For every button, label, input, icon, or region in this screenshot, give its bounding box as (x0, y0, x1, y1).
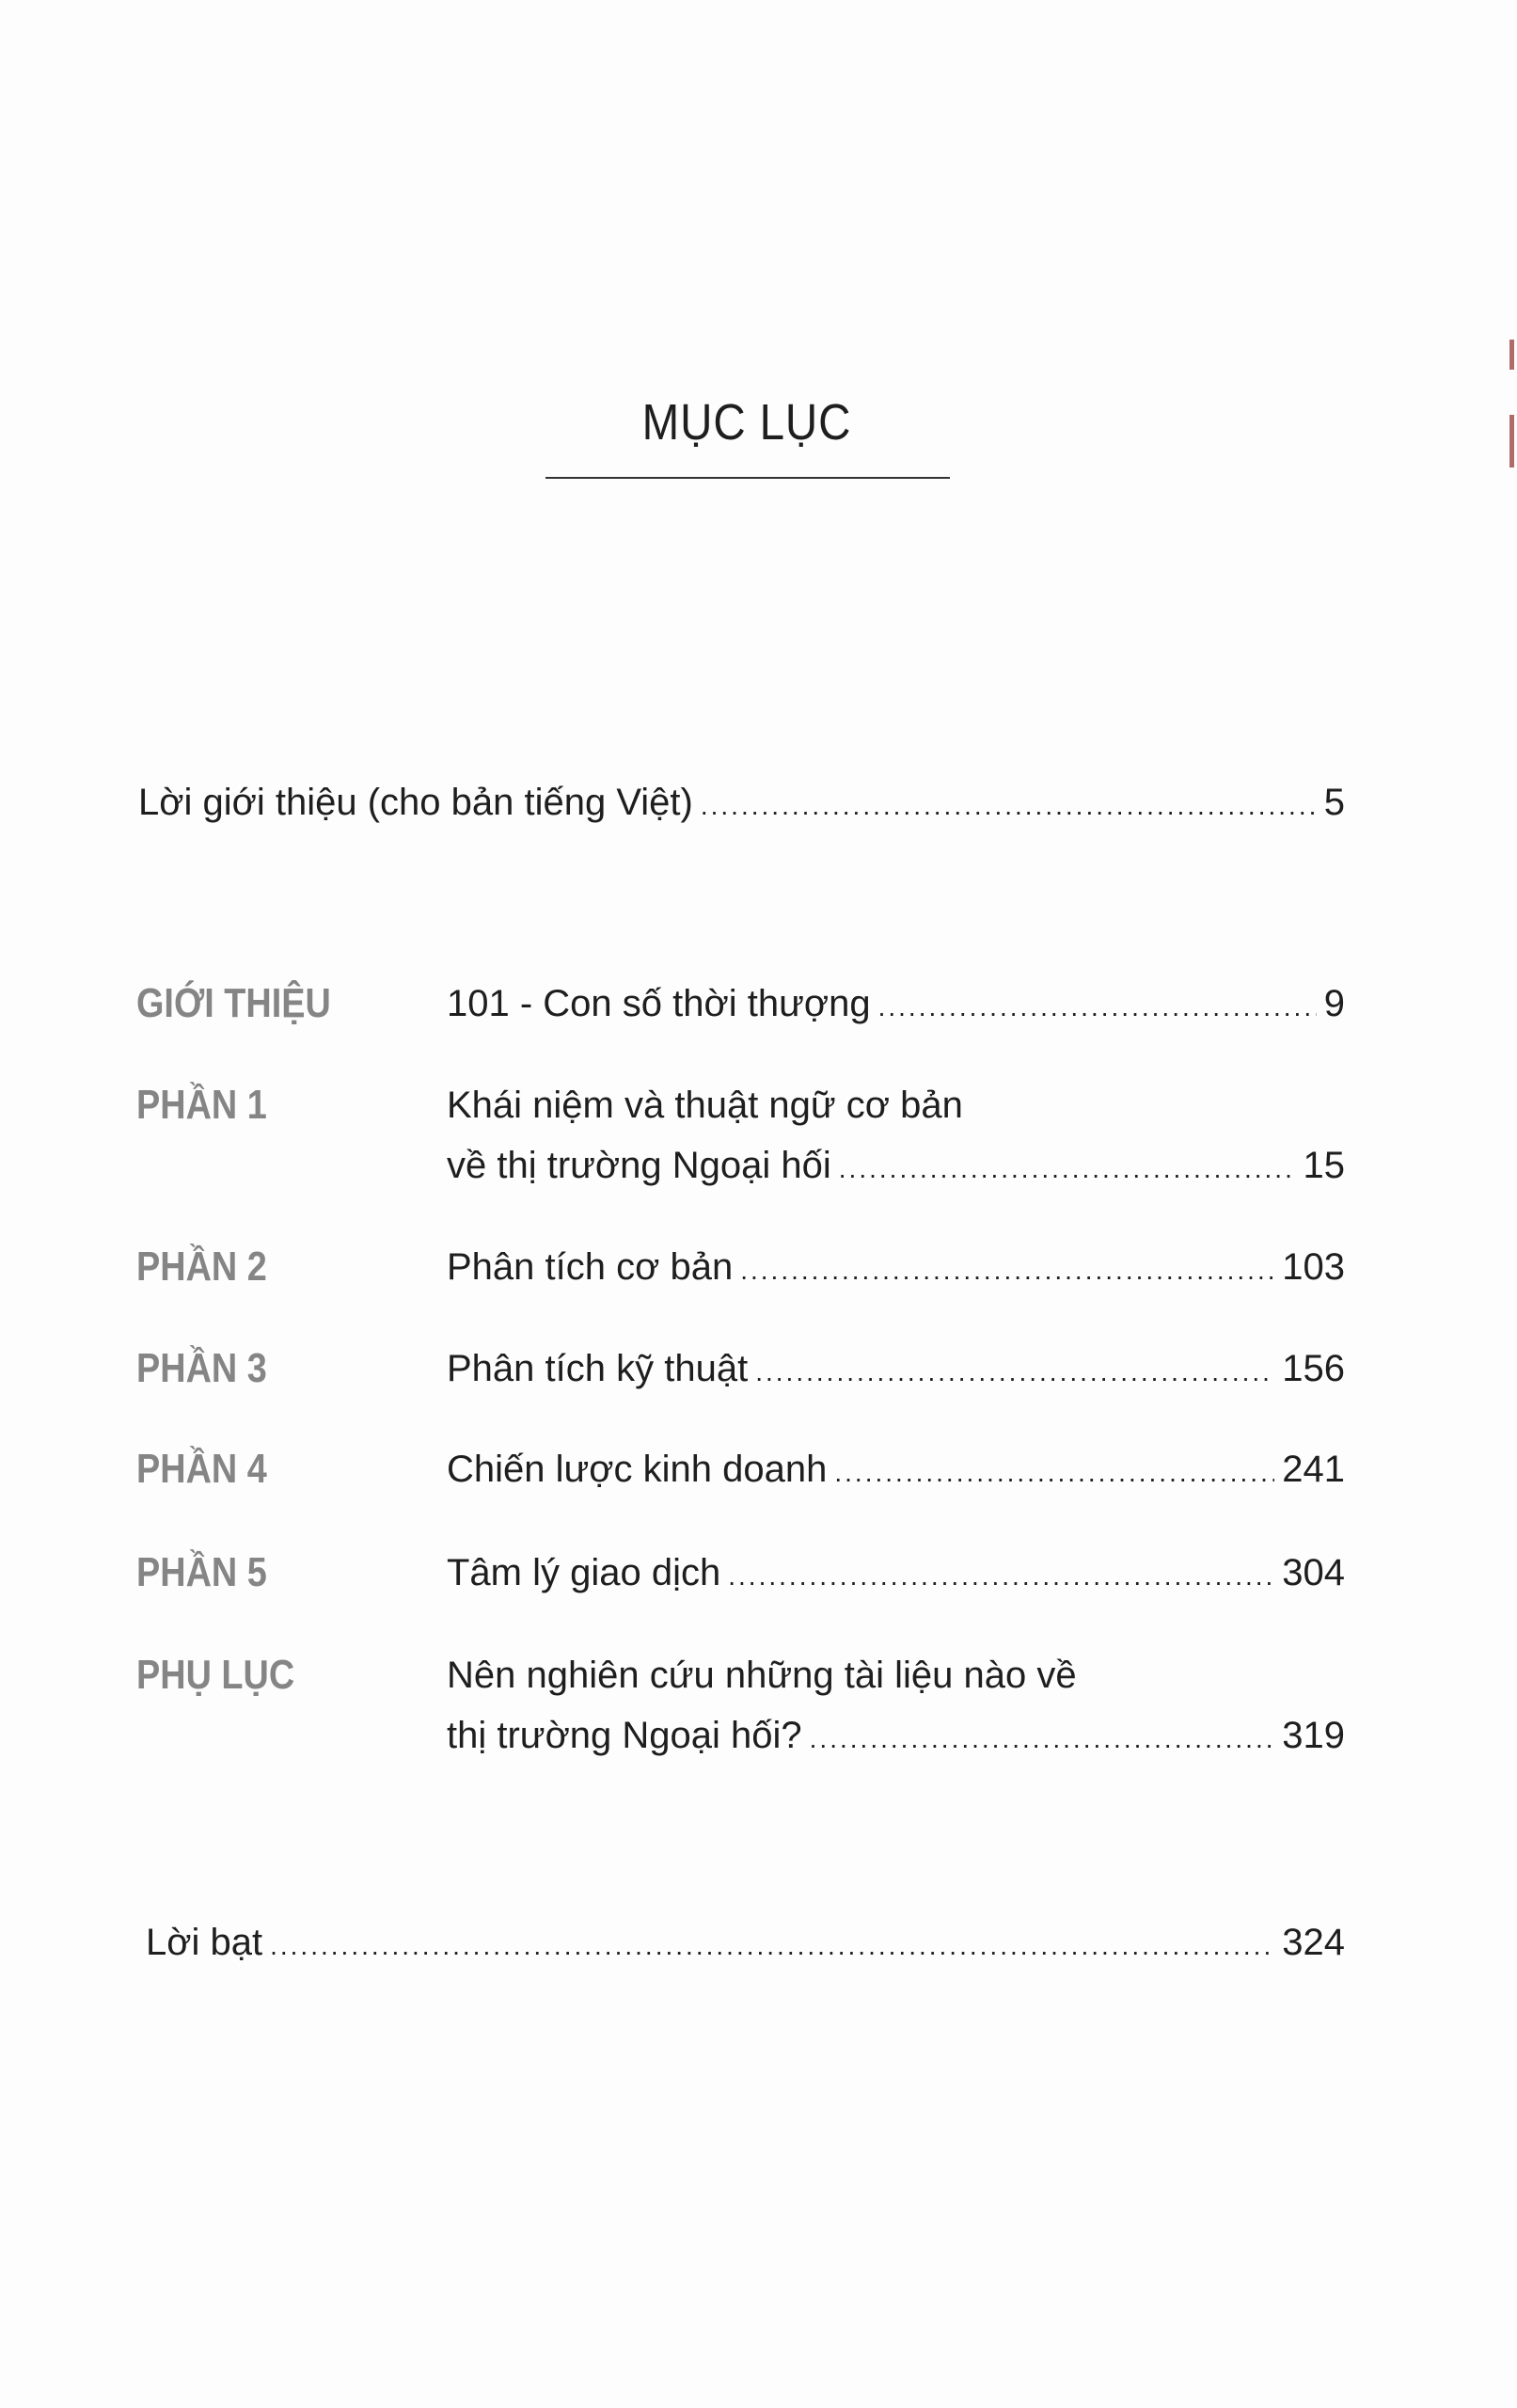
toc-entry[interactable] (447, 1549, 1345, 1596)
section-label: PHẦN 5 (136, 1549, 267, 1595)
edge-mark (1509, 340, 1514, 370)
toc-entry-intro[interactable] (138, 779, 1345, 826)
dot-leader (728, 1553, 1274, 1600)
toc-entry-title: Tâm lý giao dịch (447, 1552, 721, 1593)
toc-page-number: 5 (1323, 782, 1345, 823)
toc-entry-title-line1[interactable]: Nên nghiên cứu những tài liệu nào về (447, 1655, 1077, 1696)
dot-leader (839, 1146, 1296, 1193)
title-underline (545, 477, 950, 479)
dot-leader (701, 783, 1317, 830)
dot-leader (810, 1716, 1275, 1763)
dot-leader (755, 1349, 1274, 1396)
toc-page-number: 156 (1282, 1348, 1345, 1389)
toc-entry-title: về thị trường Ngoại hối (447, 1145, 831, 1186)
toc-entry-title-line1[interactable]: Khái niệm và thuật ngữ cơ bản (447, 1085, 963, 1126)
edge-mark (1509, 415, 1514, 467)
toc-entry[interactable] (447, 1446, 1345, 1493)
toc-page-number: 304 (1282, 1552, 1345, 1593)
toc-entry-title: Lời giới thiệu (cho bản tiếng Việt) (138, 782, 693, 823)
section-label: PHỤ LỤC (136, 1652, 295, 1698)
toc-entry[interactable] (447, 1345, 1345, 1392)
toc-entry-afterword[interactable] (146, 1919, 1345, 1966)
section-label: GIỚI THIỆU (136, 980, 331, 1026)
toc-entry[interactable] (447, 1244, 1345, 1291)
toc-page-number: 9 (1323, 983, 1345, 1024)
toc-page-number: 241 (1282, 1449, 1345, 1490)
toc-entry-title: Lời bạt (146, 1922, 263, 1963)
toc-entry[interactable] (447, 980, 1345, 1027)
section-label: PHẦN 2 (136, 1244, 267, 1290)
toc-entry[interactable] (447, 1712, 1345, 1759)
toc-page-number: 103 (1282, 1246, 1345, 1288)
toc-page-number: 15 (1303, 1145, 1345, 1186)
dot-leader (740, 1247, 1274, 1294)
dot-leader (270, 1923, 1274, 1970)
toc-entry[interactable] (447, 1142, 1345, 1189)
dot-leader (878, 984, 1317, 1031)
section-label: PHẦN 4 (136, 1446, 267, 1492)
toc-page-number: 319 (1282, 1715, 1345, 1756)
toc-entry-title: Phân tích cơ bản (447, 1246, 734, 1288)
page-title: MỤC LỤC (641, 394, 852, 451)
toc-page-number: 324 (1282, 1922, 1345, 1963)
toc-entry-title: Phân tích kỹ thuật (447, 1348, 749, 1389)
section-label: PHẦN 3 (136, 1345, 267, 1391)
toc-entry-title: 101 - Con số thời thượng (447, 983, 871, 1024)
section-label: PHẦN 1 (136, 1082, 267, 1128)
toc-entry-title: thị trường Ngoại hối? (447, 1715, 802, 1756)
dot-leader (834, 1450, 1274, 1497)
toc-entry-title: Chiến lược kinh doanh (447, 1449, 828, 1490)
